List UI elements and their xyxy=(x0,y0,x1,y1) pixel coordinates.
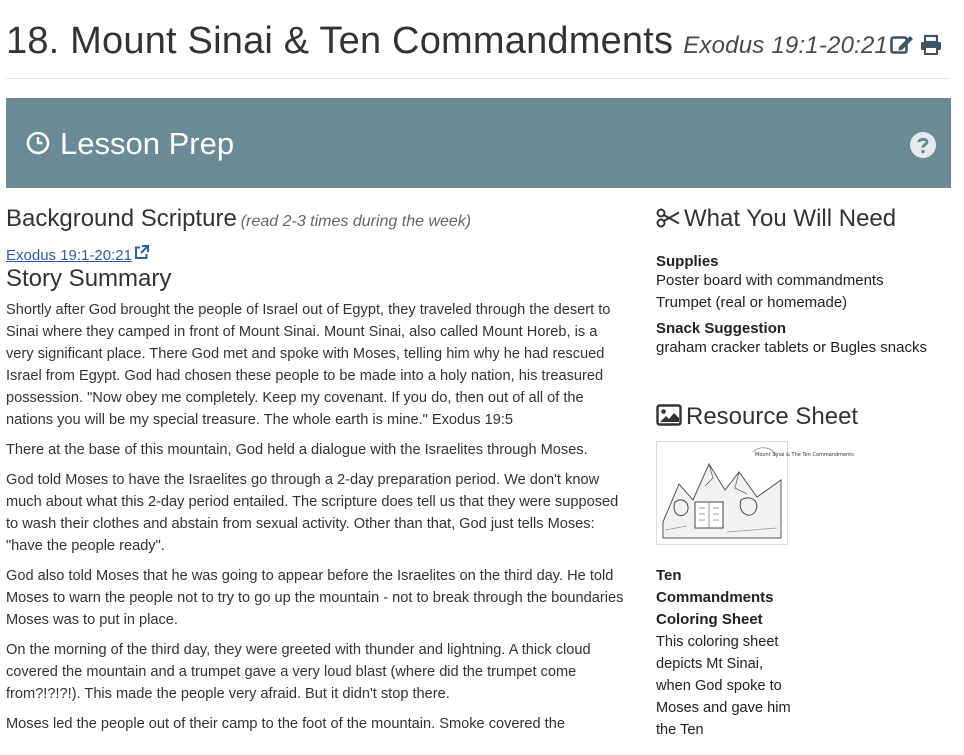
resource-thumbnail[interactable] xyxy=(656,441,854,545)
supply-item: Trumpet (real or homemade) xyxy=(656,294,848,311)
lesson-prep-bar xyxy=(6,98,951,188)
scissors-icon xyxy=(656,205,684,232)
what-you-need-label: What You Will Need xyxy=(684,205,897,232)
story-paragraph: On the morning of the third day, they were greeted with thunder and lightning. A thick cloud covered the mountain and a trumpet gave a very loud blast (where did the trumpet come from?!?!?!). This made the people very afraid. But it didn't stop there. xyxy=(6,642,591,702)
scripture-link-label: Exodus 19:1-20:21 xyxy=(6,247,132,264)
image-icon xyxy=(656,403,686,430)
main-content xyxy=(6,205,628,735)
print-icon[interactable] xyxy=(920,22,942,65)
clock-icon xyxy=(26,131,50,160)
snack-suggestion: graham cracker tablets or Bugles snacks xyxy=(656,339,927,356)
story-paragraph: There at the base of this mountain, God held a dialogue with the Israelites through Moses. xyxy=(6,442,588,458)
resource-description: This coloring sheet depicts Mt Sinai, when God spoke to Moses and gave him the Ten xyxy=(656,634,791,738)
story-summary-heading: Story Summary xyxy=(6,265,172,292)
external-link-icon xyxy=(134,247,149,264)
snack-label: Snack Suggestion xyxy=(656,320,787,337)
lesson-title: 18. Mount Sinai & Ten Commandments xyxy=(6,20,674,62)
supplies-label: Supplies xyxy=(656,253,719,270)
story-paragraph: God also told Moses that he was going to appear before the Israelites on the third day. He told Moses to warn the people not to try to go up the mountain - not to break through the boundaries Moses was to put in place. xyxy=(6,568,624,628)
thumbnail-caption: Mount Sinai & The Ten Commandments xyxy=(755,452,854,458)
reading-hint: (read 2-3 times during the week) xyxy=(240,213,472,230)
resource-sheet-heading xyxy=(656,403,956,431)
resource-sheet-label: Resource Sheet xyxy=(686,403,859,430)
what-you-need-heading xyxy=(656,205,956,233)
story-paragraph: Shortly after God brought the people of Israel out of Egypt, they traveled through the desert to Sinai where they camped in front of Mount Sinai. Mount Sinai, also called Mount Horeb, is a very significant place. There God met and spoke with Moses, telling him why he had rescued Israel from Egypt. God had chosen these people to be made into a holy nation, his treasured possession. "Now obey me completely. Keep my covenant. If you do, then out of all of the nations you will be my special treasure. The whole earth is mine." Exodus 19:5 xyxy=(6,302,611,428)
page-title xyxy=(6,20,942,65)
help-icon[interactable] xyxy=(909,131,937,164)
page-header xyxy=(6,14,950,79)
story-paragraph: God told Moses to have the Israelites go through a 2-day preparation period. We don't know much about what this 2-day period entailed. The scripture does tell us that they were supposed to wash their clothes and abstain from sexual activity. Other than that, God just tells Moses: "have the people ready". xyxy=(6,472,619,554)
lesson-prep-title: Lesson Prep xyxy=(60,126,235,161)
scripture-link[interactable] xyxy=(6,245,149,264)
sidebar xyxy=(656,205,956,741)
background-scripture-label: Background Scripture xyxy=(6,205,237,232)
story-paragraph: Moses led the people out of their camp to the foot of the mountain. Smoke covered the xyxy=(6,716,565,732)
edit-icon[interactable] xyxy=(890,22,914,65)
scripture-reference: Exodus 19:1-20:21 xyxy=(683,32,889,59)
supply-item: Poster board with commandments xyxy=(656,272,884,289)
resource-name[interactable]: Ten Commandments Coloring Sheet xyxy=(656,567,774,628)
background-scripture-heading xyxy=(6,205,628,233)
